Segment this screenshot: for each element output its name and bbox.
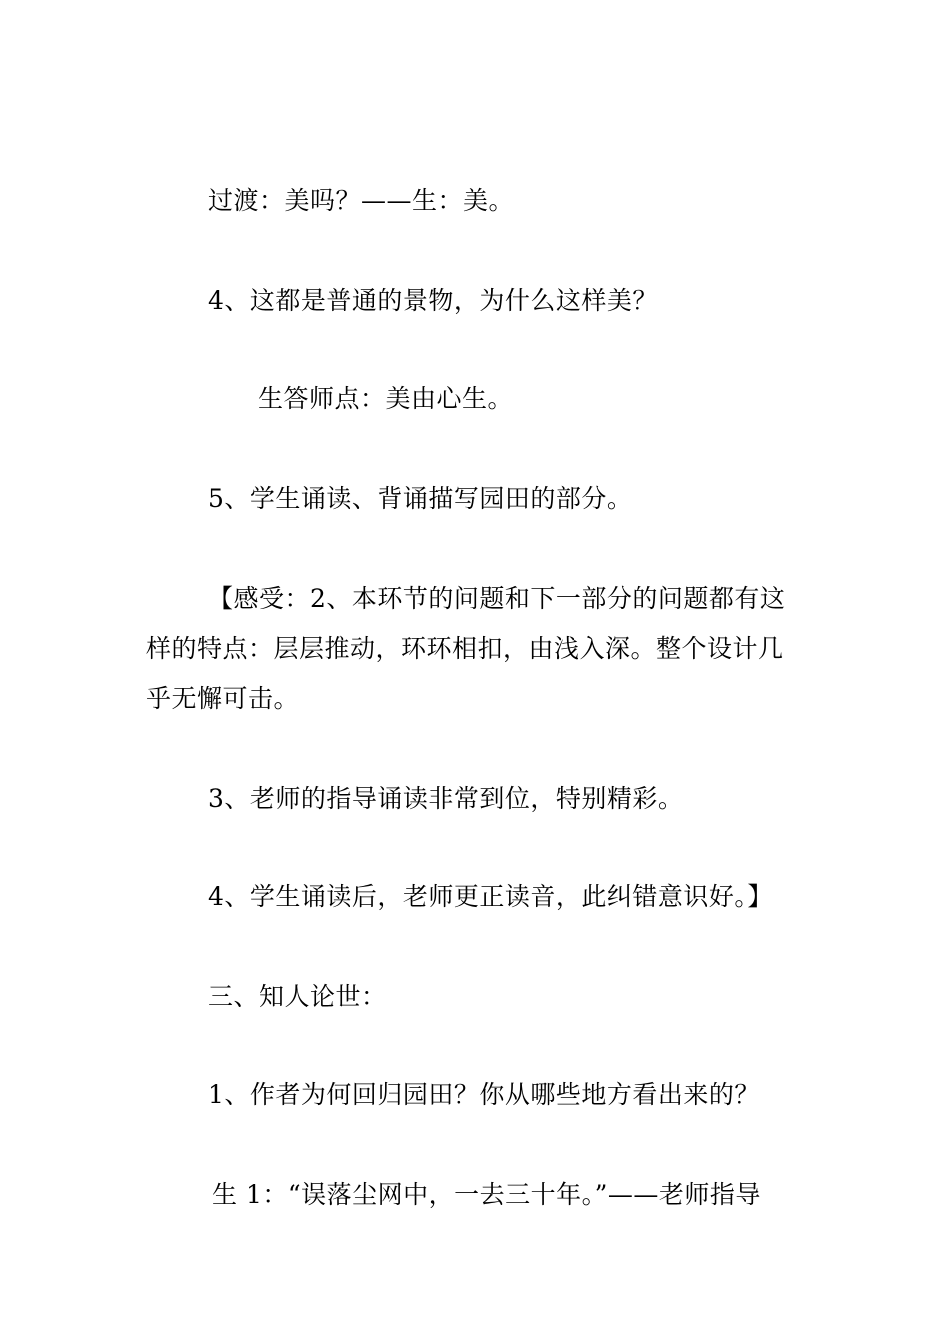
text-line-transition: 过渡：美吗？——生：美。 [208, 186, 515, 215]
text-line-feeling-1: 【感受：2、本环节的问题和下一部分的问题都有这 [208, 584, 786, 613]
text-line-item-3: 3、老师的指导诵读非常到位，特别精彩。 [208, 784, 684, 813]
text-line-feeling-3: 乎无懈可击。 [146, 684, 300, 713]
text-line-item-4: 4、学生诵读后，老师更正读音，此纠错意识好。】 [208, 882, 773, 911]
text-line-item-5: 5、学生诵读、背诵描写园田的部分。 [208, 484, 633, 513]
text-line-answer: 生答师点：美由心生。 [258, 384, 514, 413]
text-line-question-4: 4、这都是普通的景物，为什么这样美？ [208, 286, 658, 315]
section-heading-3: 三、知人论世： [208, 982, 387, 1011]
text-line-student-1: 生 1：“误落尘网中，一去三十年。”——老师指导 [212, 1180, 761, 1209]
text-line-question-1: 1、作者为何回归园田？你从哪些地方看出来的？ [208, 1080, 760, 1109]
text-line-feeling-2: 样的特点：层层推动，环环相扣，由浅入深。整个设计几 [146, 634, 784, 663]
